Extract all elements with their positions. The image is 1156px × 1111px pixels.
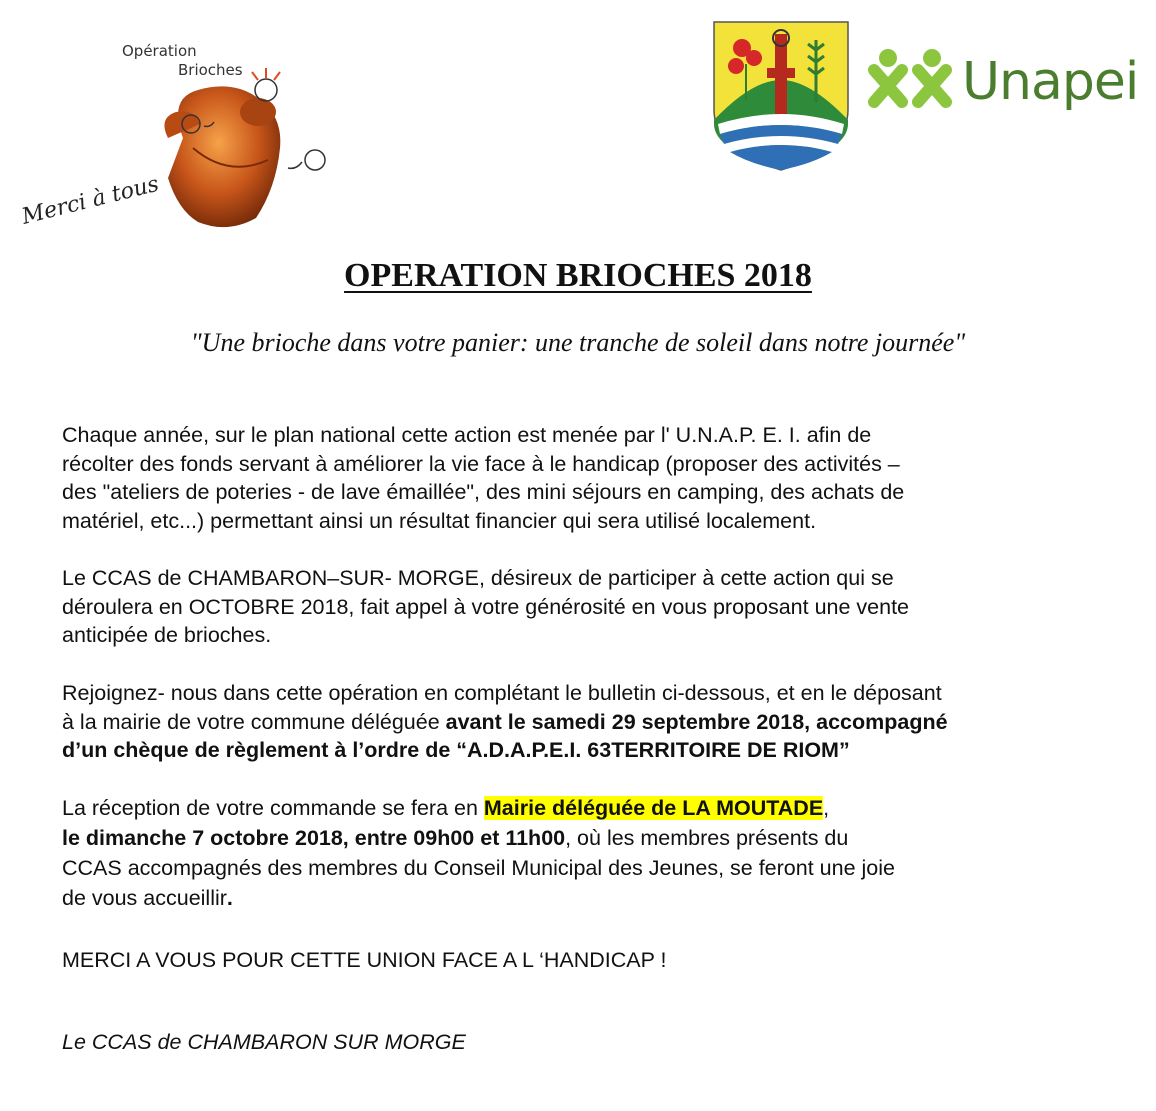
deadline-text: avant le samedi 29 septembre 2018, accompagné — [445, 709, 948, 734]
logo-brand-bottom: Brioches — [178, 61, 243, 79]
text-line: des "ateliers de poteries - de lave émaillée", des mini séjours en camping, des achats de — [62, 480, 905, 504]
unapei-logo — [866, 40, 1141, 124]
operation-brioches-logo — [18, 28, 348, 238]
municipal-crest — [712, 20, 850, 172]
unapei-people-icon — [866, 40, 958, 124]
unapei-wordmark: Unapei — [962, 52, 1139, 112]
text-line — [62, 883, 1142, 913]
paragraph-reception — [62, 793, 1142, 913]
text-line: Chaque année, sur le plan national cette action est menée par l' U.N.A.P. E. I. afin de — [62, 423, 872, 447]
text-line: déroulera en OCTOBRE 2018, fait appel à votre générosité en vous proposant une vente — [62, 594, 910, 619]
text-normal: de vous accueillir — [62, 886, 227, 910]
text-line: Rejoignez- nous dans cette opération en complétant le bulletin ci-dessous, et en le déposant — [62, 681, 942, 705]
text-normal: , — [823, 796, 830, 820]
child-figure-right — [305, 150, 325, 170]
child-figure-top — [255, 79, 277, 101]
signature: Le CCAS de CHAMBARON SUR MORGE — [62, 1030, 466, 1054]
paragraph-intro — [62, 421, 1142, 535]
text-line — [62, 823, 1142, 853]
slogan: "Une brioche dans votre panier: une tranche de soleil dans notre journée" — [190, 328, 966, 357]
text-line: Le CCAS de CHAMBARON–SUR- MORGE, désireux de participer à cette action qui se — [62, 566, 894, 590]
pickup-date: le dimanche 7 octobre 2018, entre 09h00 et 11h00 — [62, 826, 566, 850]
text-line: CCAS accompagnés des membres du Conseil Municipal des Jeunes, se feront une joie — [62, 856, 895, 880]
cheque-instructions: d’un chèque de règlement à l’ordre de “A.D.A.P.E.I. 63TERRITOIRE DE RIOM” — [62, 738, 850, 762]
paragraph-ccas — [62, 564, 1142, 650]
paragraph-join — [62, 679, 1142, 765]
text-line: matériel, etc...) permettant ainsi un résultat financier qui sera utilisé localement. — [62, 508, 817, 533]
text-bold: . — [226, 886, 233, 910]
text-line — [62, 736, 1142, 765]
thanks-line: MERCI A VOUS POUR CETTE UNION FACE A L ‘HANDICAP ! — [62, 948, 667, 972]
text-normal: à la mairie de votre commune déléguée — [62, 709, 446, 734]
logo-tagline: Merci à tous — [19, 171, 162, 230]
text-normal: La réception de votre commande se fera en — [62, 796, 484, 820]
text-line: récolter des fonds servant à améliorer la vie face à le handicap (proposer des activités – — [62, 451, 900, 476]
logo-brand-top: Opération — [122, 42, 197, 60]
text-normal: , où les membres présents du — [565, 826, 849, 850]
text-line — [62, 708, 1142, 737]
page-title: OPERATION BRIOCHES 2018 — [344, 257, 812, 294]
text-line — [62, 793, 1142, 823]
text-line: anticipée de brioches. — [62, 623, 272, 647]
highlighted-location: Mairie déléguée de LA MOUTADE — [483, 796, 824, 820]
